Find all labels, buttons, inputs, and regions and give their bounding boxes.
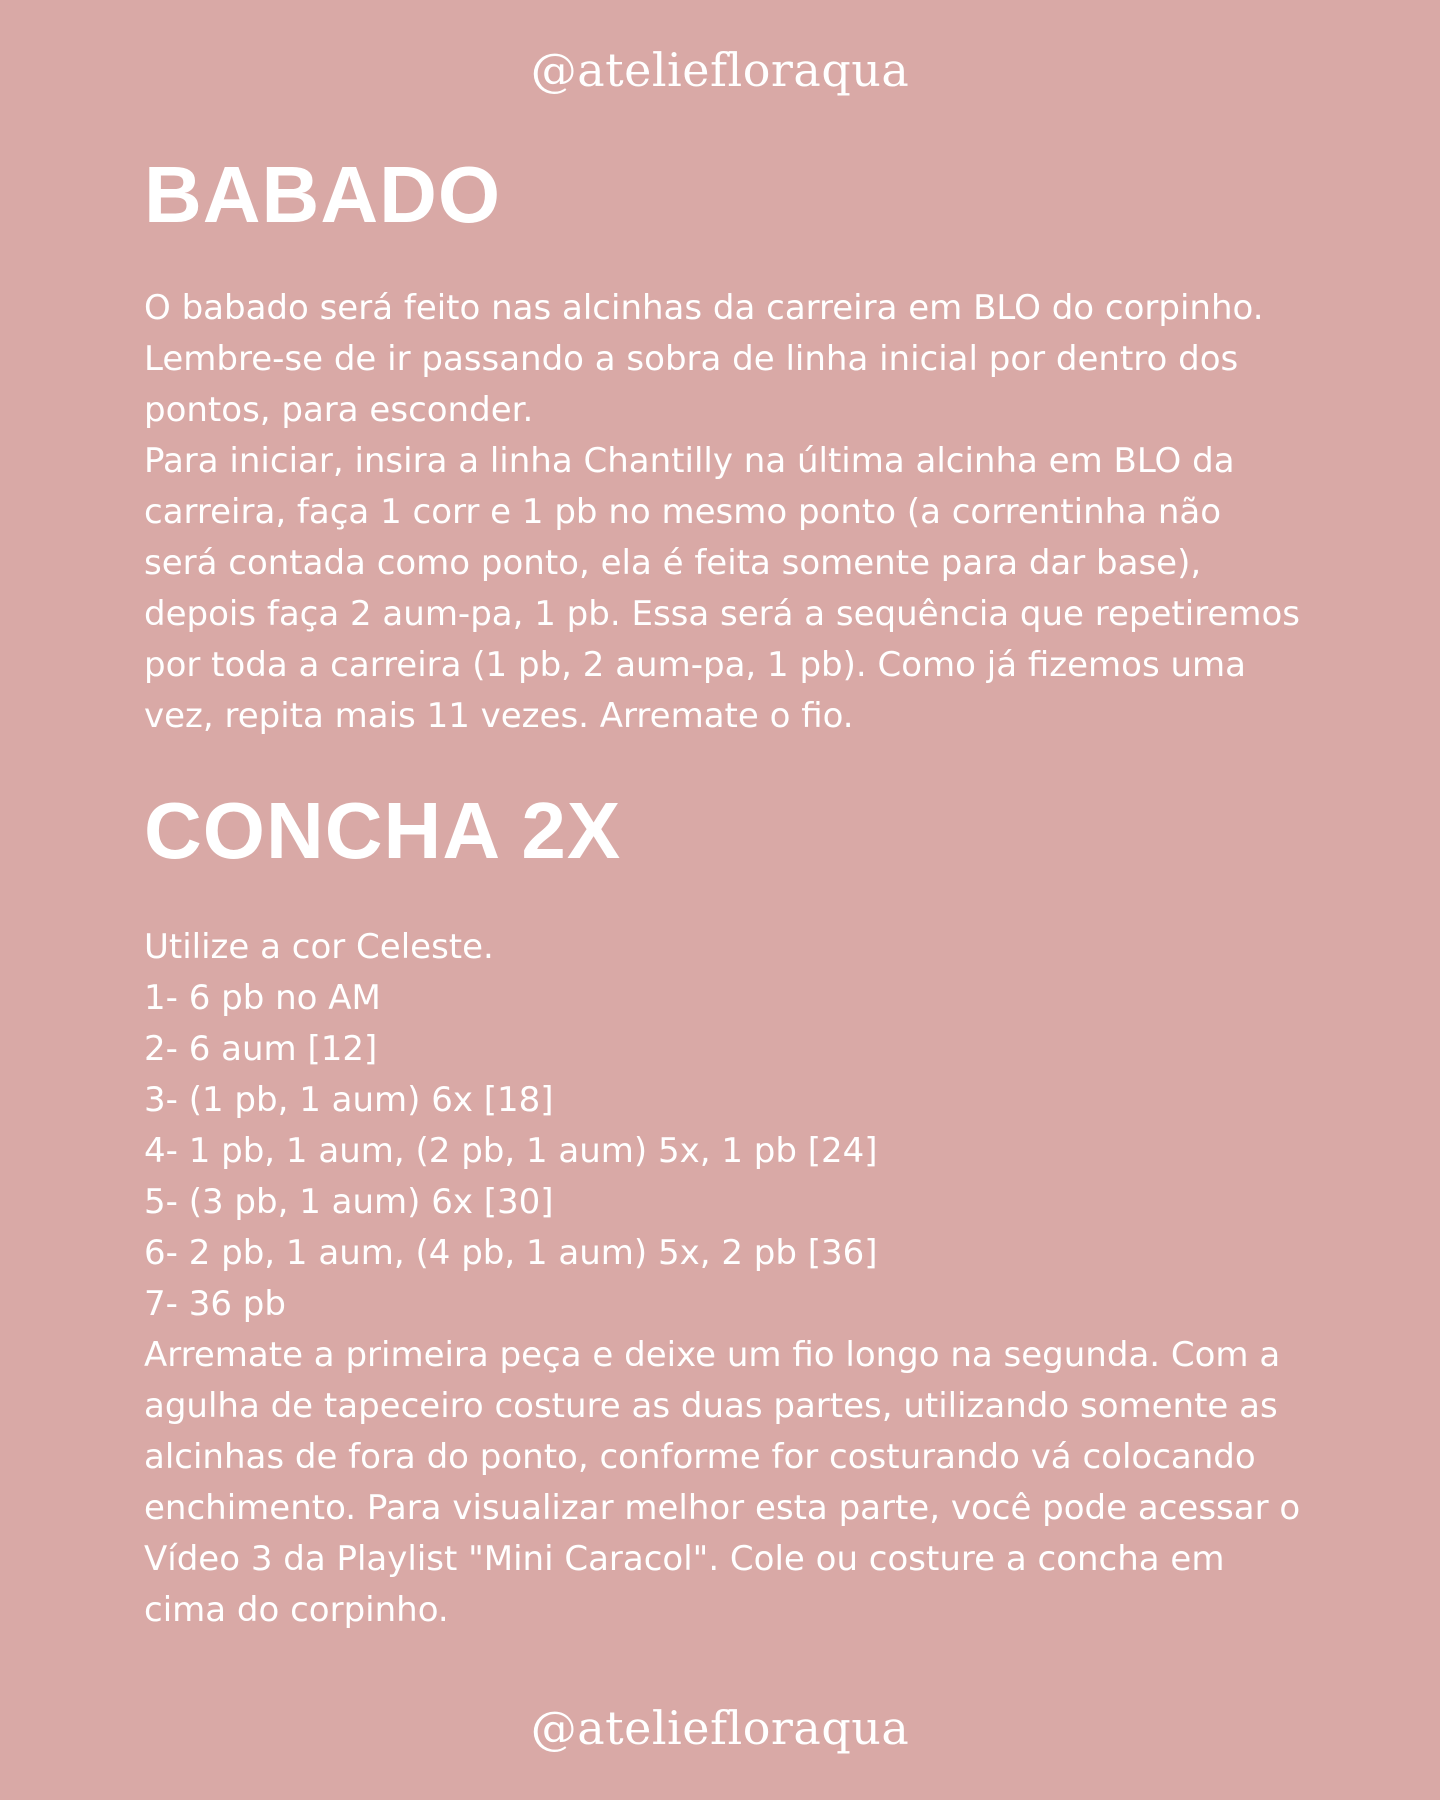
babado-paragraph-1: O babado será feito nas alcinhas da carreira em BLO do corpinho. Lembre-se de ir passando a sobra de linha inicial por dentro dos pontos, para esconder. (144, 288, 1264, 430)
concha-line: 1- 6 pb no AM (144, 978, 381, 1018)
concha-line: Utilize a cor Celeste. (144, 927, 494, 967)
section-body-babado (144, 283, 1304, 742)
section-body-concha (144, 922, 1304, 1636)
concha-line: 6- 2 pb, 1 aum, (4 pb, 1 aum) 5x, 2 pb [36] (144, 1233, 878, 1273)
section-title-babado: BABADO (144, 150, 502, 239)
concha-line: 5- (3 pb, 1 aum) 6x [30] (144, 1182, 554, 1222)
instagram-handle-bottom: @ateliefloraqua (530, 1701, 910, 1755)
concha-line: 4- 1 pb, 1 aum, (2 pb, 1 aum) 5x, 1 pb [24] (144, 1131, 878, 1171)
instagram-handle-top: @ateliefloraqua (530, 43, 910, 97)
babado-paragraph-2: Para iniciar, insira a linha Chantilly na última alcinha em BLO da carreira, faça 1 corr e 1 pb no mesmo ponto (a correntinha não será contada como ponto, ela é feita somente para dar base), depois faça 2 aum-pa, 1 pb. Essa será a sequência que repetiremos por toda a carreira (1 pb, 2 aum-pa, 1 pb). Como já fizemos uma vez, repita mais 11 vezes. Arremate o fio. (144, 441, 1300, 736)
concha-line: 3- (1 pb, 1 aum) 6x [18] (144, 1080, 554, 1120)
concha-closing-paragraph: Arremate a primeira peça e deixe um fio longo na segunda. Com a agulha de tapeceiro costure as duas partes, utilizando somente as alcinhas de fora do ponto, conforme for costurando vá colocando enchimento. Para visualizar melhor esta parte, você pode acessar o Vídeo 3 da Playlist "Mini Caracol". Cole ou costure a concha em cima do corpinho. (144, 1335, 1301, 1630)
section-title-concha: CONCHA 2X (144, 786, 622, 875)
concha-line: 2- 6 aum [12] (144, 1029, 378, 1069)
concha-line: 7- 36 pb (144, 1284, 286, 1324)
